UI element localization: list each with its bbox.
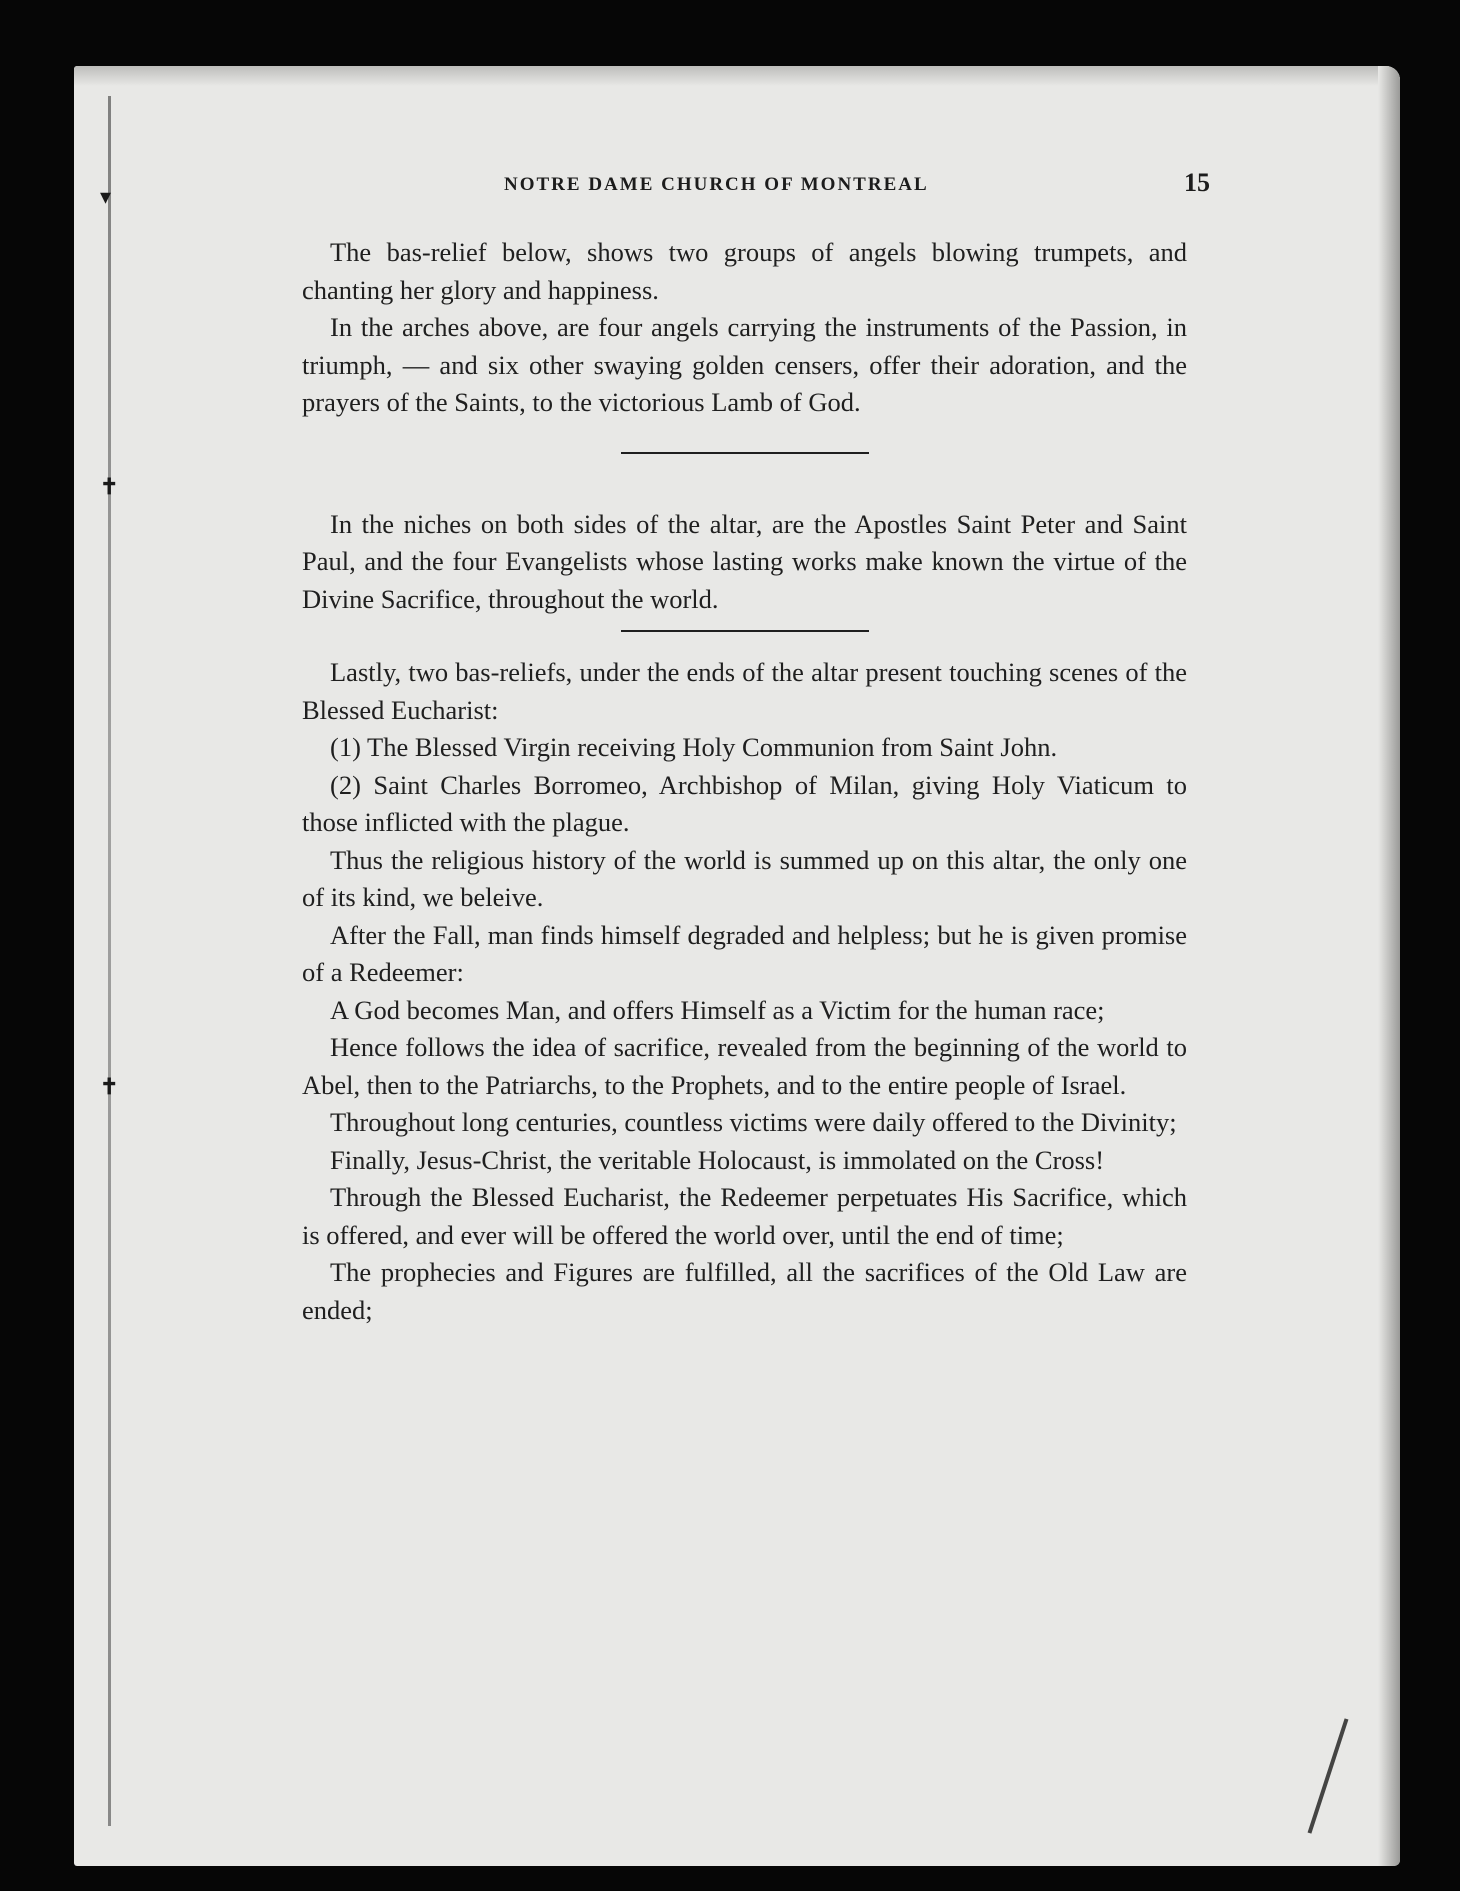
binding-mark: ▾ [100, 184, 112, 209]
paragraph: Throughout long centuries, countless victims were daily offered to the Divinity; [330, 1107, 1177, 1137]
paragraph: (1) The Blessed Virgin receiving Holy Communion from Saint John. [330, 732, 1058, 762]
page-header [74, 168, 1400, 204]
paragraph: Lastly, two bas-reliefs, under the ends of the altar present touching scenes of the Blessed Eucharist: [302, 657, 1187, 725]
paragraph: A God becomes Man, and offers Himself as a Victim for the human race; [330, 994, 1105, 1025]
page-top-shadow [74, 66, 1400, 86]
page-number: 15 [1184, 168, 1210, 197]
paragraph: The bas-relief below, shows two groups of angels blowing trumpets, and chanting her glory and happiness. [302, 237, 1187, 305]
paragraph: After the Fall, man finds himself degraded and helpless; but he is given promise of a Redeemer: [302, 919, 1187, 987]
paragraph: The prophecies and Figures are fulfilled, all the sacrifices of the Old Law are ended; [302, 1257, 1187, 1325]
paragraph: In the arches above, are four angels carrying the instruments of the Passion, in triumph, — and six other swaying golden censers, offer their adoration, and the prayers of the Saints, to the victorious Lamb of God. [302, 312, 1187, 417]
paragraph: Hence follows the idea of sacrifice, revealed from the beginning of the world to Abel, then to the Patriarchs, to the Prophets, and to the entire people of Israel. [302, 1032, 1187, 1100]
page-corner-crease [1308, 1718, 1349, 1833]
paragraph: Thus the religious history of the world is summed up on this altar, the only one of its kind, we beleive. [302, 844, 1187, 912]
page-right-edge [1378, 66, 1400, 1866]
scanned-page [74, 66, 1400, 1866]
page-body [302, 234, 1187, 1329]
paragraph: (2) Saint Charles Borromeo, Archbishop of Milan, giving Holy Viaticum to those inflicted with the plague. [302, 769, 1187, 837]
paragraph: Through the Blessed Eucharist, the Redeemer perpetuates His Sacrifice, which is offered, and ever will be offered the world over, until the end of time; [302, 1182, 1187, 1250]
binding-gutter [108, 96, 111, 1826]
paragraph: Finally, Jesus-Christ, the veritable Holocaust, is immolated on the Cross! [330, 1144, 1105, 1175]
running-title: NOTRE DAME CHURCH OF MONTREAL [504, 174, 929, 195]
binding-mark: ✝ [100, 474, 119, 499]
paragraph: In the niches on both sides of the altar, are the Apostles Saint Peter and Saint Paul, and the four Evangelists whose lasting works make known the virtue of the Divine Sacrifice, throughout the world. [302, 508, 1187, 614]
binding-mark: ✝ [100, 1074, 119, 1099]
